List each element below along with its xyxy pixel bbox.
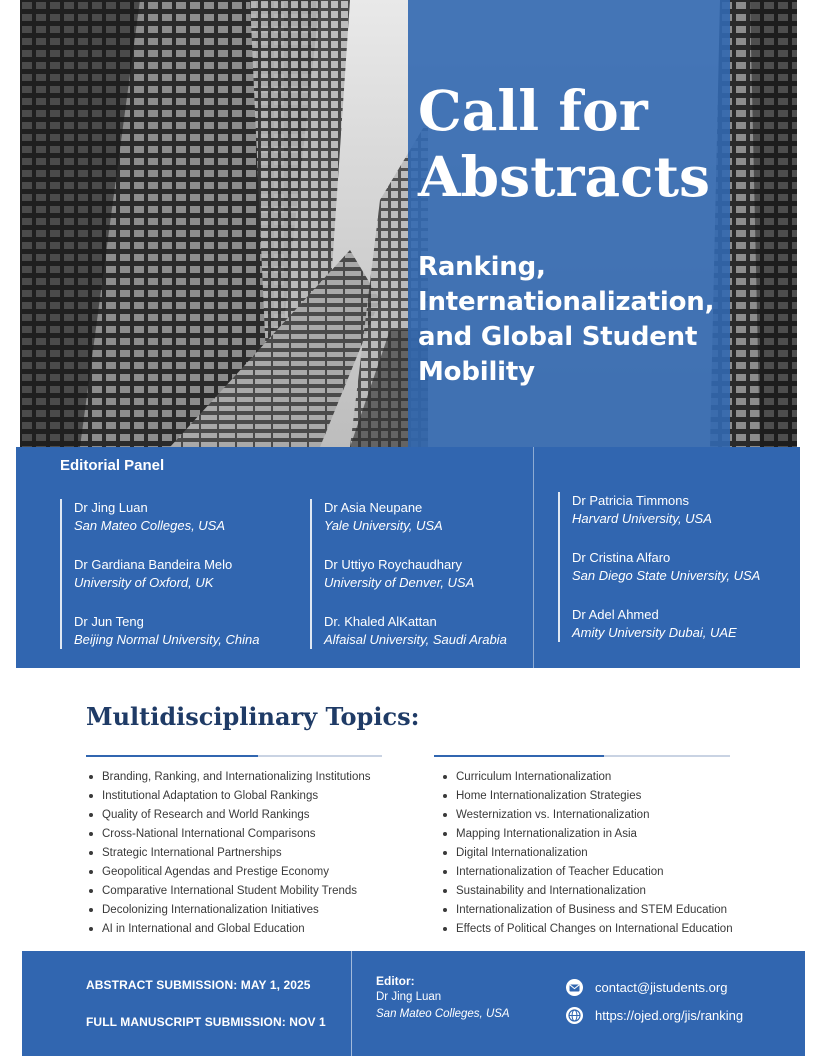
list-item: Curriculum Internationalization	[440, 768, 733, 787]
member-name: Dr Gardiana Bandeira Melo	[74, 557, 233, 572]
member-name: Dr Cristina Alfaro	[572, 550, 671, 565]
list-item: AI in International and Global Education	[86, 920, 371, 939]
list-item: Sustainability and Internationalization	[440, 882, 733, 901]
editor-member	[324, 499, 507, 556]
editor-name: Dr Jing Luan	[376, 991, 442, 1003]
editor-member	[572, 606, 760, 663]
editor-member	[74, 556, 259, 613]
website-link[interactable]: https://ojed.org/jis/ranking	[595, 1008, 744, 1023]
topic-list-right	[440, 768, 733, 939]
abstract-deadline: ABSTRACT SUBMISSION: MAY 1, 2025	[86, 978, 311, 992]
member-affiliation: San Diego State University, USA	[572, 568, 761, 583]
editor-member	[572, 549, 760, 606]
member-name: Dr Patricia Timmons	[572, 493, 690, 508]
list-item: Internationalization of Teacher Education	[440, 863, 733, 882]
manuscript-deadline: FULL MANUSCRIPT SUBMISSION: NOV 1	[86, 1015, 326, 1029]
member-name: Dr Adel Ahmed	[572, 607, 659, 622]
topics-heading: Multidisciplinary Topics:	[86, 702, 420, 731]
member-name: Dr Jun Teng	[74, 614, 144, 629]
column-divider	[533, 447, 534, 668]
footer-bar	[22, 951, 805, 1056]
member-affiliation: University of Oxford, UK	[74, 575, 214, 590]
email-link[interactable]: contact@jistudents.org	[595, 980, 728, 995]
list-item: Decolonizing Internationalization Initiatives	[86, 901, 371, 920]
list-item: Westernization vs. Internationalization	[440, 806, 733, 825]
member-name: Dr Asia Neupane	[324, 500, 423, 515]
list-item: Geopolitical Agendas and Prestige Economy	[86, 863, 371, 882]
envelope-icon	[566, 979, 583, 996]
member-name: Dr Jing Luan	[74, 500, 148, 515]
editor-member	[74, 613, 259, 670]
editorial-heading: Editorial Panel	[60, 457, 165, 474]
list-item: Comparative International Student Mobility Trends	[86, 882, 371, 901]
topic-list-left	[86, 768, 371, 939]
list-item: Branding, Ranking, and Internationalizing Institutions	[86, 768, 371, 787]
editor-affiliation: San Mateo Colleges, USA	[376, 1008, 510, 1020]
website-contact[interactable]	[566, 1007, 743, 1024]
list-item: Institutional Adaptation to Global Rankings	[86, 787, 371, 806]
member-affiliation: Yale University, USA	[324, 518, 443, 533]
list-item: Strategic International Partnerships	[86, 844, 371, 863]
page-subtitle: Ranking, Internationalization, and Global Student Mobility	[418, 252, 715, 387]
member-affiliation: San Mateo Colleges, USA	[74, 518, 226, 533]
editor-column-1	[60, 499, 259, 649]
editor-column-2	[310, 499, 507, 649]
list-item: Effects of Political Changes on International Education	[440, 920, 733, 939]
email-contact[interactable]	[566, 979, 727, 996]
member-affiliation: Harvard University, USA	[572, 511, 712, 526]
globe-icon	[566, 1007, 583, 1024]
member-name: Dr Uttiyo Roychaudhary	[324, 557, 462, 572]
list-item: Home Internationalization Strategies	[440, 787, 733, 806]
topics-rule-left	[86, 755, 382, 757]
page-title: Call for Abstracts	[418, 78, 710, 209]
member-affiliation: Amity University Dubai, UAE	[572, 625, 737, 640]
member-affiliation: Beijing Normal University, China	[74, 632, 260, 647]
list-item: Internationalization of Business and STEM Education	[440, 901, 733, 920]
editor-label: Editor:	[376, 974, 415, 988]
editor-column-3	[558, 492, 760, 642]
editor-member	[324, 556, 507, 613]
member-affiliation: Alfaisal University, Saudi Arabia	[324, 632, 507, 647]
editor-member	[324, 613, 507, 670]
editorial-panel	[16, 447, 800, 668]
list-item: Digital Internationalization	[440, 844, 733, 863]
footer-divider	[351, 951, 352, 1056]
editor-member	[572, 492, 760, 549]
topics-rule-right	[434, 755, 730, 757]
member-affiliation: University of Denver, USA	[324, 575, 475, 590]
list-item: Quality of Research and World Rankings	[86, 806, 371, 825]
member-name: Dr. Khaled AlKattan	[324, 614, 437, 629]
editor-member	[74, 499, 259, 556]
list-item: Cross-National International Comparisons	[86, 825, 371, 844]
list-item: Mapping Internationalization in Asia	[440, 825, 733, 844]
